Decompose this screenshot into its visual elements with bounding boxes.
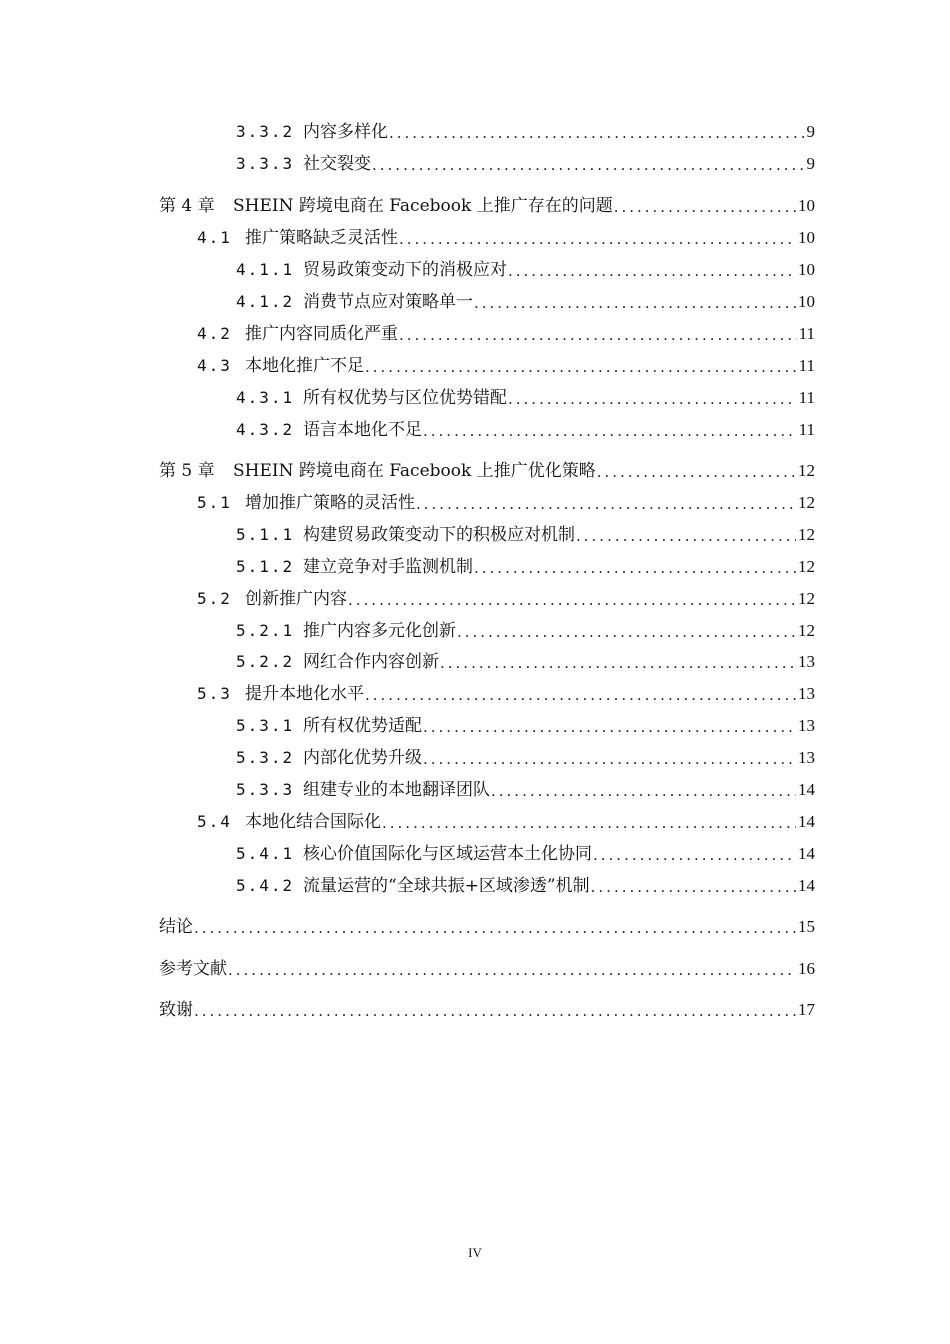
toc-entry-page-number: 12 <box>798 493 815 512</box>
toc-entry[interactable] <box>197 587 815 611</box>
page-number-footer: IV <box>468 1245 482 1260</box>
toc-entry-number: 5.3.3 <box>236 780 295 799</box>
toc-entry-page-number: 16 <box>798 959 815 978</box>
toc-entry-number: 5.2 <box>197 589 232 608</box>
dot-leader <box>389 121 805 145</box>
toc-entry-title: 推广内容同质化严重 <box>245 324 398 344</box>
dot-leader <box>372 153 805 177</box>
toc-entry-title: 增加推广策略的灵活性 <box>245 493 415 513</box>
toc-entry-number: 5.3 <box>197 684 232 703</box>
dot-leader <box>423 747 796 771</box>
toc-entry[interactable] <box>236 555 815 579</box>
toc-entry-title: 内容多样化 <box>303 122 388 142</box>
toc-entry-number: 5.4.1 <box>236 844 295 863</box>
toc-entry[interactable] <box>197 354 815 378</box>
toc-entry-page-number: 12 <box>798 525 815 544</box>
toc-entry-title: 消费节点应对策略单一 <box>303 292 473 312</box>
toc-entry-page-number: 11 <box>798 388 815 407</box>
toc-entry[interactable] <box>236 619 815 643</box>
dot-leader <box>593 843 796 867</box>
toc-entry-number: 5.1 <box>197 493 232 512</box>
toc-entry-title: 参考文献 <box>159 959 227 979</box>
toc-entry-title: 本地化结合国际化 <box>245 812 381 832</box>
toc-entry-number: 4.3 <box>197 356 232 375</box>
toc-entry-page-number: 12 <box>798 589 815 608</box>
toc-entry-page-number: 12 <box>798 621 815 640</box>
toc-entry[interactable] <box>197 810 815 834</box>
toc-entry[interactable] <box>236 746 815 770</box>
dot-leader <box>365 683 796 707</box>
toc-entry-number: 4.3.2 <box>236 420 295 439</box>
toc-entry-number: 5.2.2 <box>236 652 295 671</box>
toc-entry[interactable] <box>159 915 815 939</box>
dot-leader <box>423 715 796 739</box>
toc-entry-number: 4.3.1 <box>236 388 295 407</box>
toc-entry-number: 5.1.1 <box>236 525 295 544</box>
dot-leader <box>228 958 796 982</box>
toc-entry-page-number: 14 <box>798 812 815 831</box>
dot-leader <box>508 259 796 283</box>
toc-entry[interactable] <box>197 491 815 515</box>
toc-entry-page-number: 11 <box>798 420 815 439</box>
toc-entry-number: 5.2.1 <box>236 621 295 640</box>
toc-entry-title: 网红合作内容创新 <box>303 652 439 672</box>
toc-entry[interactable] <box>236 386 815 410</box>
toc-entry-title: 结论 <box>159 917 193 937</box>
toc-entry-title: 所有权优势适配 <box>303 716 422 736</box>
toc-entry[interactable] <box>236 842 815 866</box>
toc-entry-page-number: 13 <box>798 684 815 703</box>
toc-entry-title: SHEIN 跨境电商在 Facebook 上推广存在的问题 <box>233 196 613 216</box>
dot-leader <box>194 916 796 940</box>
toc-entry-page-number: 13 <box>798 652 815 671</box>
toc-entry-title: 内部化优势升级 <box>303 748 422 768</box>
toc-entry-page-number: 11 <box>798 356 815 375</box>
toc-entry[interactable] <box>236 874 815 898</box>
toc-entry-number: 5.4 <box>197 812 232 831</box>
toc-entry[interactable] <box>236 258 815 282</box>
toc-entry-page-number: 14 <box>798 844 815 863</box>
dot-leader <box>508 387 797 411</box>
toc-entry[interactable] <box>236 714 815 738</box>
toc-entry-title: 推广内容多元化创新 <box>303 621 456 641</box>
toc-entry-page-number: 10 <box>798 260 815 279</box>
toc-entry[interactable] <box>197 226 815 250</box>
toc-entry-number: 5.1.2 <box>236 557 295 576</box>
dot-leader <box>348 588 796 612</box>
toc-entry[interactable] <box>159 957 815 981</box>
toc-entry-number: 5.3.2 <box>236 748 295 767</box>
toc-entry-title: 语言本地化不足 <box>303 420 422 440</box>
dot-leader <box>474 556 796 580</box>
toc-entry-title: 社交裂变 <box>303 154 371 174</box>
dot-leader <box>194 999 796 1023</box>
dot-leader <box>440 651 796 675</box>
toc-entry-number: 4.1 <box>197 228 232 247</box>
dot-leader <box>457 620 796 644</box>
dot-leader <box>614 195 796 219</box>
toc-entry-title: 贸易政策变动下的消极应对 <box>303 260 507 280</box>
toc-entry-title: 致谢 <box>159 1000 193 1020</box>
toc-entry-page-number: 9 <box>806 154 815 173</box>
dot-leader <box>576 524 796 548</box>
toc-entry[interactable] <box>159 998 815 1022</box>
toc-entry[interactable] <box>236 523 815 547</box>
dot-leader <box>597 460 796 484</box>
toc-entry-title: 所有权优势与区位优势错配 <box>303 388 507 408</box>
toc-entry-number: 5.4.2 <box>236 876 295 895</box>
toc-entry-title: 流量运营的“全球共振+区域渗透”机制 <box>303 876 590 896</box>
toc-entry-page-number: 17 <box>798 1000 815 1019</box>
toc-entry-title: 构建贸易政策变动下的积极应对机制 <box>303 525 575 545</box>
toc-entry-title: 核心价值国际化与区域运营本土化协同 <box>303 844 592 864</box>
toc-entry[interactable] <box>236 778 815 802</box>
dot-leader <box>416 492 796 516</box>
toc-entry[interactable] <box>159 194 815 218</box>
toc-entry-title: 本地化推广不足 <box>245 356 364 376</box>
toc-entry-number: 4.1.2 <box>236 292 295 311</box>
toc-entry-number: 3.3.2 <box>236 122 295 141</box>
toc-entry-number: 第 4 章 <box>159 196 215 216</box>
dot-leader <box>423 419 797 443</box>
toc-entry-page-number: 14 <box>798 876 815 895</box>
toc-entry[interactable] <box>236 650 815 674</box>
toc-entry-title: 创新推广内容 <box>245 589 347 609</box>
dot-leader <box>591 875 796 899</box>
toc-entry-page-number: 10 <box>798 228 815 247</box>
toc-entry-page-number: 10 <box>798 292 815 311</box>
dot-leader <box>382 811 796 835</box>
toc-entry-page-number: 13 <box>798 748 815 767</box>
dot-leader <box>365 355 797 379</box>
toc-entry-number: 5.3.1 <box>236 716 295 735</box>
toc-entry-title: 提升本地化水平 <box>245 684 364 704</box>
toc-entry[interactable] <box>159 459 815 483</box>
toc-entry-title: SHEIN 跨境电商在 Facebook 上推广优化策略 <box>233 461 596 481</box>
toc-entry-page-number: 12 <box>798 557 815 576</box>
toc-entry-page-number: 11 <box>798 324 815 343</box>
toc-entry-number: 4.1.1 <box>236 260 295 279</box>
toc-entry-page-number: 14 <box>798 780 815 799</box>
toc-entry-title: 推广策略缺乏灵活性 <box>245 228 398 248</box>
toc-entry[interactable] <box>236 120 815 144</box>
toc-entry[interactable] <box>236 418 815 442</box>
dot-leader <box>474 291 796 315</box>
toc-entry-page-number: 13 <box>798 716 815 735</box>
toc-entry-title: 建立竞争对手监测机制 <box>303 557 473 577</box>
dot-leader <box>399 323 797 347</box>
toc-entry-page-number: 15 <box>798 917 815 936</box>
toc-entry-number: 3.3.3 <box>236 154 295 173</box>
toc-entry-page-number: 9 <box>806 122 815 141</box>
dot-leader <box>399 227 796 251</box>
dot-leader <box>491 779 796 803</box>
toc-entry[interactable] <box>197 682 815 706</box>
toc-entry-number: 4.2 <box>197 324 232 343</box>
toc-entry[interactable] <box>236 290 815 314</box>
toc-entry-number: 第 5 章 <box>159 461 215 481</box>
toc-entry[interactable] <box>197 322 815 346</box>
toc-entry[interactable] <box>236 152 815 176</box>
toc-entry-page-number: 10 <box>798 196 815 215</box>
toc-entry-page-number: 12 <box>798 461 815 480</box>
toc-entry-title: 组建专业的本地翻译团队 <box>303 780 490 800</box>
